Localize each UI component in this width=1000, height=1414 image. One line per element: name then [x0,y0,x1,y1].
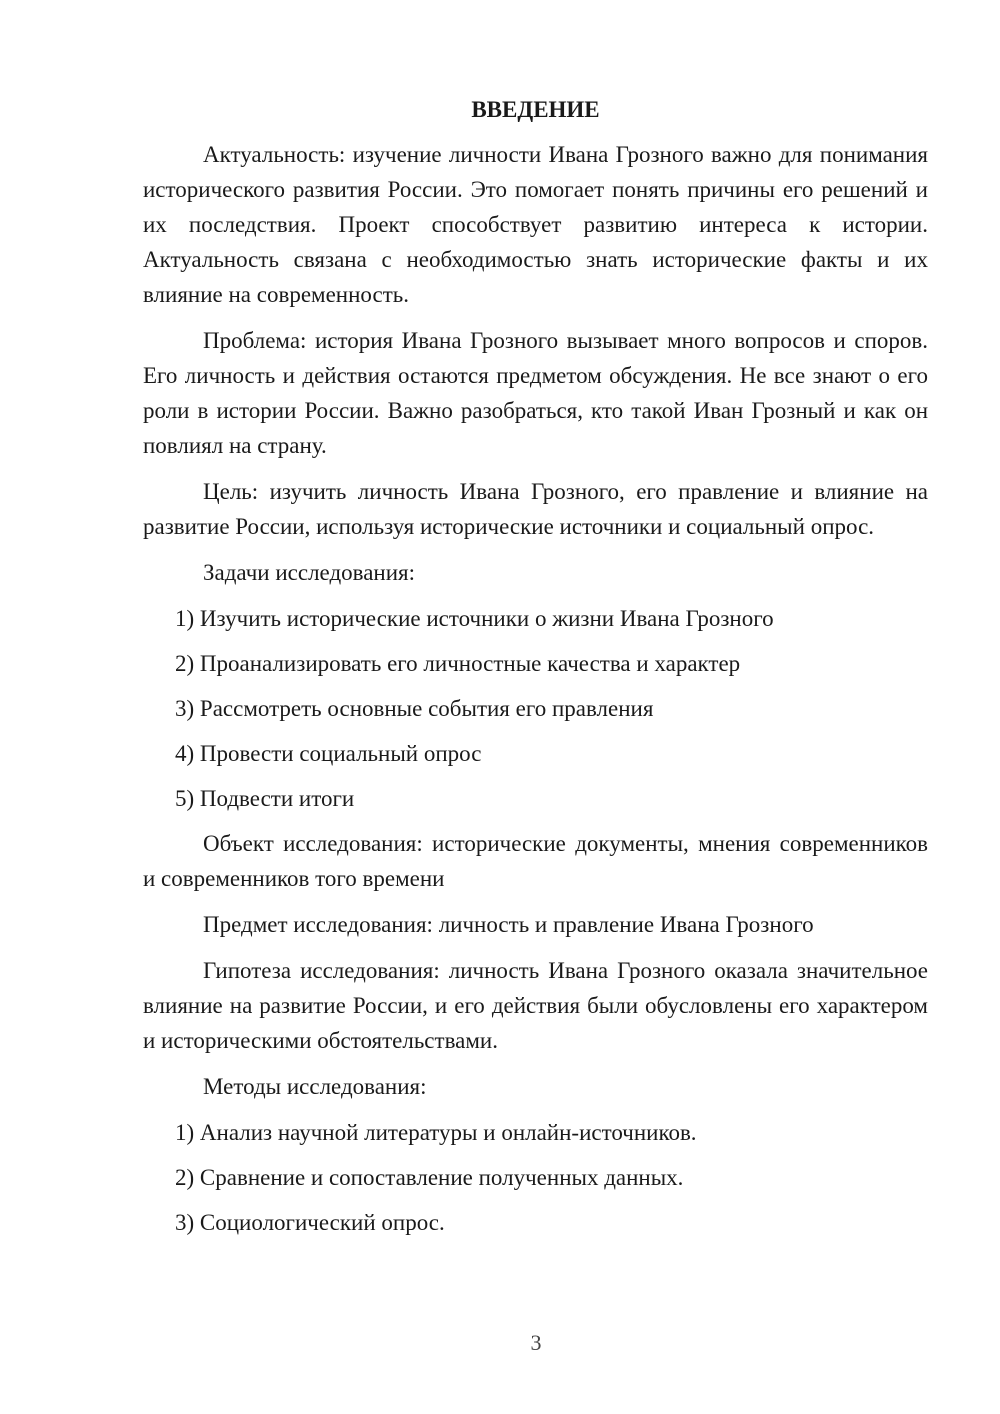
list-item-task-5: 5) Подвести итоги [175,786,355,811]
list-item-method-3: 3) Социологический опрос. [175,1210,445,1235]
page-content [143,92,928,1250]
list-item-task-1: 1) Изучить исторические источники о жизни Ивана Грозного [175,606,774,631]
methods-heading: Методы исследования: [203,1074,427,1099]
list-item-task-4: 4) Провести социальный опрос [175,741,482,766]
page-number: 3 [530,1330,542,1355]
list-item-task-2: 2) Проанализировать его личностные качества и характер [175,651,741,676]
page-title: ВВЕДЕНИЕ [471,97,600,122]
goal-paragraph: Цель: изучить личность Ивана Грозного, его правление и влияние на развитие России, используя исторические источники и социальный опрос. [143,479,928,539]
list-item-method-1: 1) Анализ научной литературы и онлайн-источников. [175,1120,697,1145]
tasks-heading: Задачи исследования: [203,560,416,585]
object-paragraph: Объект исследования: исторические документы, мнения современников и современников того времени [143,831,928,891]
subject-paragraph: Предмет исследования: личность и правление Ивана Грозного [203,912,814,937]
hypothesis-paragraph: Гипотеза исследования: личность Ивана Грозного оказала значительное влияние на развитие России, и его действия были обусловлены его характером и историческими обстоятельствами. [143,958,928,1053]
list-item-method-2: 2) Сравнение и сопоставление полученных данных. [175,1165,684,1190]
problem-paragraph: Проблема: история Ивана Грозного вызывает много вопросов и споров. Его личность и действия остаются предметом обсуждения. Не все знают о его роли в истории России. Важно разобраться, кто такой Иван Грозный и как он повлиял на страну. [143,328,928,458]
relevance-paragraph: Актуальность: изучение личности Ивана Грозного важно для понимания исторического развития России. Это помогает понять причины его решений и их последствия. Проект способствует развитию интереса к истории. Актуальность связана с необходимостью знать исторические факты и их влияние на современность. [143,142,928,307]
list-item-task-3: 3) Рассмотреть основные события его правления [175,696,654,721]
